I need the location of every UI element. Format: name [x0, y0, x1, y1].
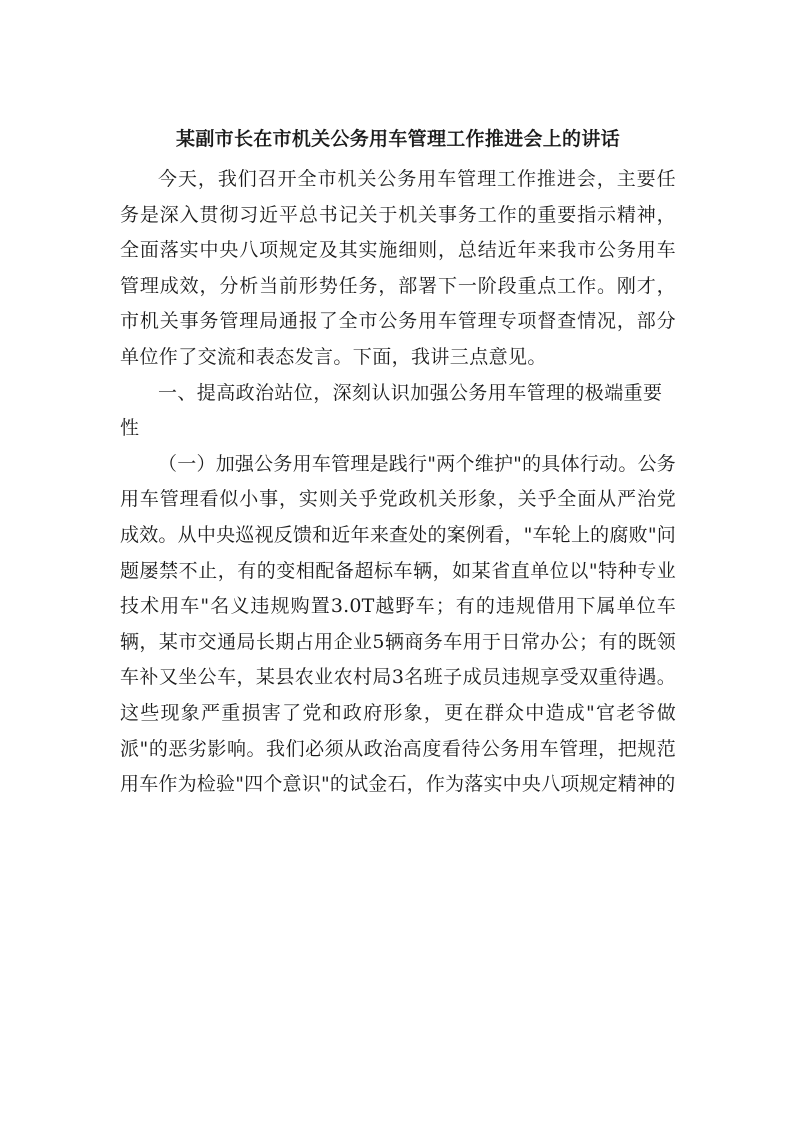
subsection-lead: （一）加强公务用车管理是践行"两个维护"的具体行动。	[158, 452, 638, 475]
intro-paragraph: 今天，我们召开全市机关公务用车管理工作推进会，主要任务是深入贯彻习近平总书记关于机关事务工作的重要指示精神，全面落实中央八项规定及其实施细则，总结近年来我市公务用车管理成效，分析当前形势任务，部署下一阶段重点工作。刚才，市机关事务管理局通报了全市公务用车管理专项督查情况，部分单位作了交流和表态发言。下面，我讲三点意见。	[120, 168, 676, 368]
section-heading: 一、提高政治站位，深刻认识加强公务用车管理的极端重要性	[120, 381, 663, 440]
subsection-paragraph	[120, 447, 676, 803]
subsection-body: 公务用车管理看似小事，实则关乎党政机关形象，关乎全面从严治党成效。从中央巡视反馈和近年来查处的案例看，"车轮上的腐败"问题屡禁不止，有的变相配备超标车辆，如某省直单位以"特种专业技术用车"名义违规购置3.0T越野车；有的违规借用下属单位车辆，某市交通局长期占用企业5辆商务车用于日常办公；有的既领车补又坐公车，某县农业农村局3名班子成员违规享受双重待遇。这些现象严重损害了党和政府形象，更在群众中造成"官老爷做派"的恶劣影响。我们必须从政治高度看待公务用车管理，把规范用车作为检验"四个意识"的试金石，作为落实中央八项规定精神的	[120, 452, 676, 796]
document-page	[120, 118, 676, 803]
document-title: 某副市长在市机关公务用车管理工作推进会上的讲话	[176, 128, 620, 150]
